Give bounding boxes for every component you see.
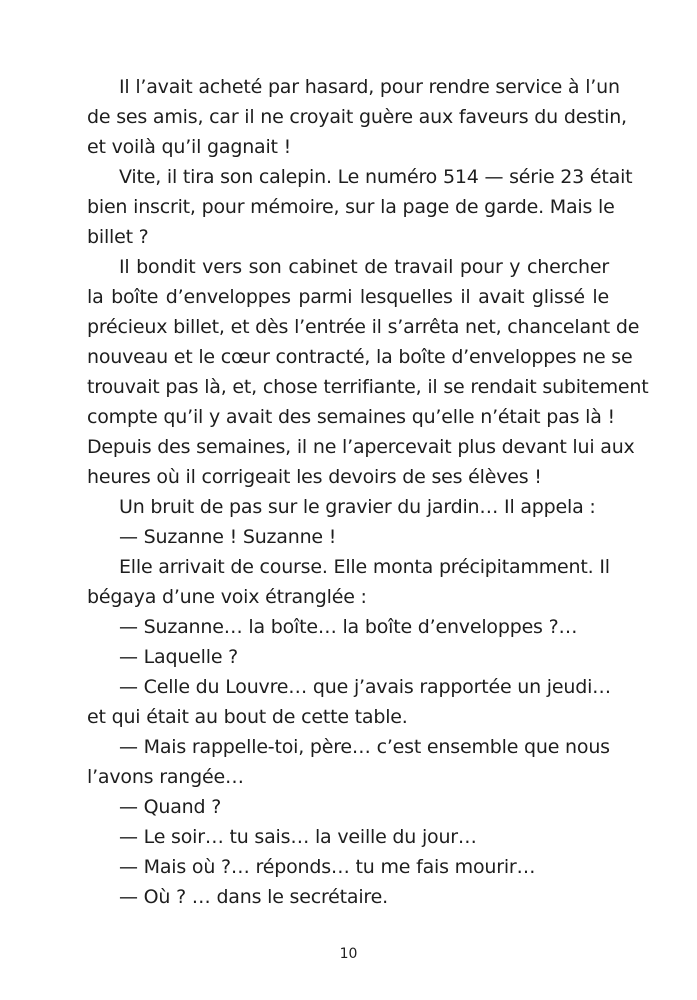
dialogue-line: — Laquelle ? xyxy=(119,646,239,668)
text-line: Vite, il tira son calepin. Le numéro 514 — série 23 était xyxy=(119,166,633,188)
text-line: l’avons rangée… xyxy=(87,766,244,788)
text-line: nouveau et le cœur contracté, la boîte d’enveloppes ne se xyxy=(87,346,633,368)
text-line: et voilà qu’il gagnait ! xyxy=(87,136,292,158)
text-line: Elle arrivait de course. Elle monta précipitamment. Il xyxy=(119,556,610,578)
dialogue-line: — Suzanne… la boîte… la boîte d’enveloppes ?… xyxy=(119,616,578,638)
dialogue-line: — Mais où ?… réponds… tu me fais mourir… xyxy=(119,856,536,878)
text-line: Il bondit vers son cabinet de travail pour y chercher xyxy=(119,256,609,278)
text-line: billet ? xyxy=(87,226,149,248)
text-line: bégaya d’une voix étranglée : xyxy=(87,586,367,608)
text-line: Depuis des semaines, il ne l’apercevait plus devant lui aux xyxy=(87,436,635,458)
text-line: trouvait pas là, et, chose terrifiante, il se rendait subitement xyxy=(87,376,649,398)
page-number: 10 xyxy=(339,946,358,962)
text-line: la boîte d’enveloppes parmi lesquelles il avait glissé le xyxy=(87,286,609,308)
text-line: précieux billet, et dès l’entrée il s’arrêta net, chancelant de xyxy=(87,316,640,338)
text-line: bien inscrit, pour mémoire, sur la page de garde. Mais le xyxy=(87,196,615,218)
dialogue-line: — Le soir… tu sais… la veille du jour… xyxy=(119,826,477,848)
dialogue-line: — Celle du Louvre… que j’avais rapportée un jeudi… xyxy=(119,676,611,698)
text-line: de ses amis, car il ne croyait guère aux faveurs du destin, xyxy=(87,106,627,128)
text-line: heures où il corrigeait les devoirs de ses élèves ! xyxy=(87,466,542,488)
dialogue-line: — Où ? … dans le secrétaire. xyxy=(119,886,388,908)
text-line: compte qu’il y avait des semaines qu’elle n’était pas là ! xyxy=(87,406,615,428)
dialogue-line: — Quand ? xyxy=(119,796,222,818)
text-line: Il l’avait acheté par hasard, pour rendre service à l’un xyxy=(119,76,620,98)
text-line: Un bruit de pas sur le gravier du jardin… Il appela : xyxy=(119,496,596,518)
dialogue-line: — Mais rappelle-toi, père… c’est ensemble que nous xyxy=(119,736,610,758)
text-line: et qui était au bout de cette table. xyxy=(87,706,408,728)
dialogue-line: — Suzanne ! Suzanne ! xyxy=(119,526,337,548)
